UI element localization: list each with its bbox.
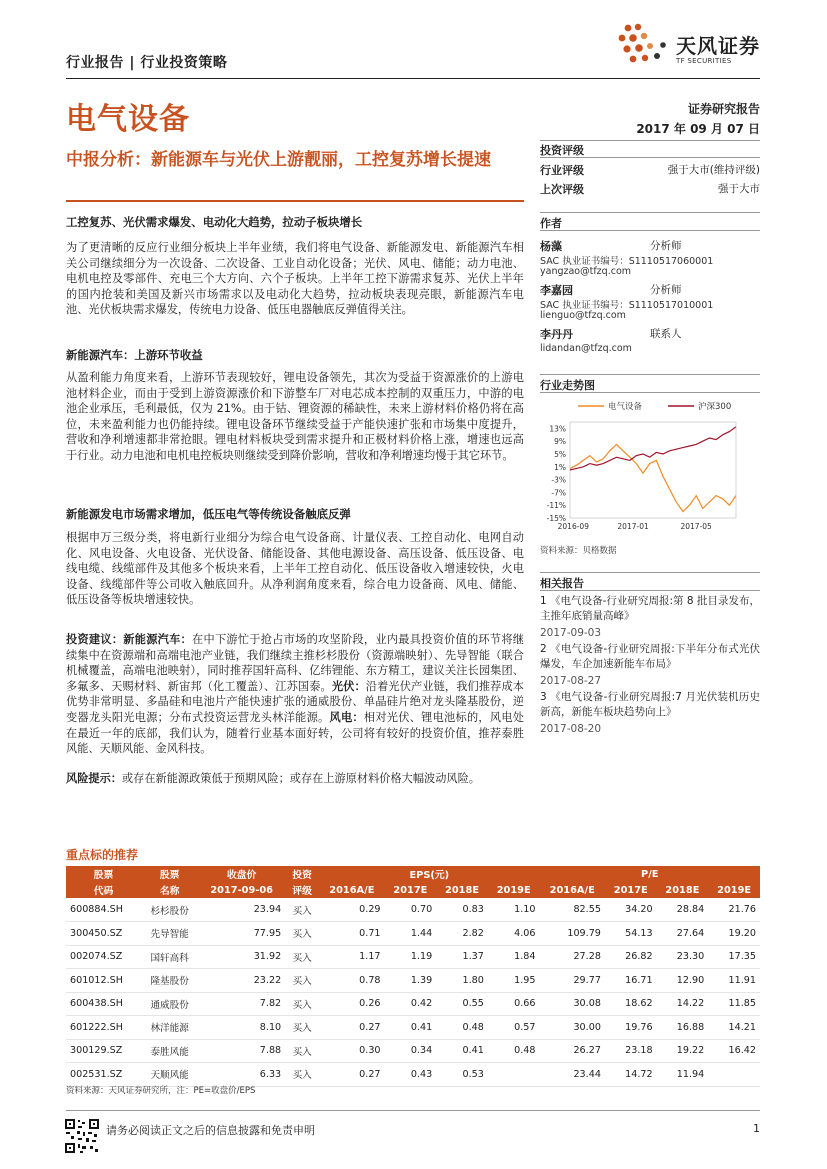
table-cell: 林洋能源 — [141, 1016, 198, 1040]
table-cell: 买入 — [285, 1016, 319, 1040]
report-title: 中报分析：新能源车与光伏上游靓丽，工控复苏增长提速 — [66, 150, 491, 170]
industry-rating-value: 强于大市(维持评级) — [667, 164, 760, 176]
table-cell: 0.43 — [385, 1063, 437, 1087]
col-head: 2018E — [657, 882, 709, 898]
y-tick-label: -15% — [546, 514, 566, 523]
table-cell — [488, 1063, 540, 1087]
table-cell: 0.27 — [319, 1016, 384, 1040]
table-cell: 1.80 — [436, 969, 488, 993]
table-cell: 国轩高科 — [141, 945, 198, 969]
table-cell: 买入 — [285, 1063, 319, 1087]
sidebar-rule — [540, 157, 760, 158]
table-cell: 1.10 — [488, 898, 540, 922]
table-cell: 600438.SH — [66, 992, 141, 1016]
logo-text-en: TF SECURITIES — [676, 57, 732, 65]
advice-lead: 投资建议：新能源汽车： — [66, 633, 193, 646]
table-row — [66, 992, 760, 1016]
table-cell: 7.82 — [198, 992, 285, 1016]
author-name: 杨藻 — [540, 240, 562, 253]
disclaimer-note: 请务必阅读正文之后的信息披露和免责申明 — [106, 1124, 315, 1137]
table-cell: 4.06 — [488, 922, 540, 946]
table-cell: 隆基股份 — [141, 969, 198, 993]
author-role: 联系人 — [650, 328, 682, 340]
table-cell: 先导智能 — [141, 922, 198, 946]
table-cell: 23.22 — [198, 969, 285, 993]
table-cell: 1.84 — [488, 945, 540, 969]
header-divider — [66, 78, 760, 79]
paragraph-3: 根据申万三级分类，将电新行业细分为综合电气设备商、计量仪表、工控自动化、电网自动化、风电设备、火电设备、光伏设备、储能设备、其他电源设备、高压设备、低压设备、电线电缆、线缆部件及其他多个板块来看，上半年工控自动化、低压设备收入增速较快，火电设备、线缆部件等公司收入触底回升。从净利润角度来看，综合电力设备商、风电、储能、低压设备等板块增速较快。 — [66, 531, 524, 607]
risk-lead: 风险提示： — [66, 772, 122, 785]
related-heading: 相关报告 — [540, 577, 584, 590]
table-cell: 11.94 — [657, 1063, 709, 1087]
related-report-link[interactable]: 2 《电气设备-行业研究周报:下半年分布式光伏爆发，车企加速新能车布局》 — [540, 643, 760, 670]
table-cell: 26.27 — [540, 1039, 605, 1063]
table-cell: 0.57 — [488, 1016, 540, 1040]
section-heading-1: 工控复苏、光伏需求爆发、电动化大趋势，拉动子板块增长 — [66, 215, 363, 229]
table-cell: 34.20 — [605, 898, 657, 922]
table-cell: 14.21 — [708, 1016, 760, 1040]
author-name: 李丹丹 — [540, 328, 573, 341]
table-row — [66, 1039, 760, 1063]
table-header-row — [66, 866, 760, 882]
table-cell: 0.30 — [319, 1039, 384, 1063]
table-cell: 14.72 — [605, 1063, 657, 1087]
table-cell: 7.88 — [198, 1039, 285, 1063]
author-name: 李嘉园 — [540, 284, 573, 297]
table-cell: 002074.SZ — [66, 945, 141, 969]
author-role: 分析师 — [650, 284, 682, 296]
investment-advice — [66, 632, 524, 757]
footer-divider — [66, 1110, 760, 1111]
table-cell: 17.35 — [708, 945, 760, 969]
table-cell: 27.28 — [540, 945, 605, 969]
table-cell: 0.41 — [385, 1016, 437, 1040]
table-cell: 21.76 — [708, 898, 760, 922]
table-header-row — [66, 882, 760, 898]
table-cell: 买入 — [285, 898, 319, 922]
sidebar-rule — [540, 230, 760, 231]
col-head: 2016A/E — [319, 882, 384, 898]
table-cell: 买入 — [285, 922, 319, 946]
table-cell: 1.44 — [385, 922, 437, 946]
table-row — [66, 1016, 760, 1040]
advice-pv-text: 沿着光伏产业链，我们推荐成本优势非常明显、多晶硅和电池片产能快速扩张的通威股份、单晶硅片绝对龙头隆基股份，逆变器龙头阳光电源；分布式投资运营龙头林洋能源。 — [66, 679, 524, 724]
col-head: 股票 — [66, 866, 141, 882]
table-cell: 0.34 — [385, 1039, 437, 1063]
table-cell: 18.62 — [605, 992, 657, 1016]
sidebar-rule — [540, 392, 760, 393]
report-type: 证券研究报告 — [687, 102, 760, 116]
legend-label: 沪深300 — [698, 402, 732, 412]
table-cell: 0.70 — [385, 898, 437, 922]
sidebar-rule — [540, 374, 760, 375]
table-cell: 300129.SZ — [66, 1039, 141, 1063]
table-cell: 109.79 — [540, 922, 605, 946]
table-cell: 29.77 — [540, 969, 605, 993]
table-cell: 12.90 — [657, 969, 709, 993]
advice-wind-lead: 风电： — [329, 710, 364, 724]
table-cell: 天顺风能 — [141, 1063, 198, 1087]
author-cert: SAC 执业证书编号：S1110517010001 — [540, 300, 714, 311]
recommendation-table — [66, 866, 760, 1087]
table-cell: 0.83 — [436, 898, 488, 922]
trend-heading: 行业走势图 — [540, 379, 595, 392]
tf-logo-icon — [614, 22, 674, 70]
col-head: 投资 — [285, 866, 319, 882]
table-cell: 16.42 — [708, 1039, 760, 1063]
table-cell: 601012.SH — [66, 969, 141, 993]
table-cell: 54.13 — [605, 922, 657, 946]
risk-text: 或存在新能源政策低于预期风险；或存在上游原材料价格大幅波动风险。 — [121, 772, 480, 785]
section-heading-2: 新能源汽车：上游环节收益 — [66, 348, 203, 362]
table-cell: 14.22 — [657, 992, 709, 1016]
chart-source: 资料来源：贝格数据 — [540, 546, 617, 556]
table-cell: 28.84 — [657, 898, 709, 922]
table-cell: 23.44 — [540, 1063, 605, 1087]
title-divider — [66, 200, 524, 202]
y-tick-label: 1% — [554, 462, 566, 472]
y-tick-label: 5% — [554, 450, 566, 459]
author-email[interactable]: lidandan@tfzq.com — [540, 343, 632, 354]
author-email[interactable]: yangzao@tfzq.com — [540, 266, 632, 277]
table-cell: 26.82 — [605, 945, 657, 969]
legend-label: 电气设备 — [608, 402, 643, 412]
x-tick-label: 2017-01 — [617, 522, 649, 531]
table-cell: 11.91 — [708, 969, 760, 993]
table-cell: 通威股份 — [141, 992, 198, 1016]
chart-frame — [570, 422, 736, 518]
table-cell: 0.29 — [319, 898, 384, 922]
related-report-date: 2017-08-20 — [540, 723, 602, 735]
col-head: 2019E — [488, 882, 540, 898]
col-head: 2017E — [385, 882, 437, 898]
table-cell: 1.95 — [488, 969, 540, 993]
sidebar-rule — [540, 572, 760, 573]
table-source: 资料来源：天风证券研究所，注：PE=收盘价/EPS — [66, 1086, 256, 1096]
table-cell: 19.22 — [657, 1039, 709, 1063]
table-cell: 6.33 — [198, 1063, 285, 1087]
table-cell: 买入 — [285, 969, 319, 993]
table-cell: 19.20 — [708, 922, 760, 946]
author-heading: 作者 — [540, 217, 562, 230]
table-cell: 19.76 — [605, 1016, 657, 1040]
table-cell: 0.48 — [436, 1016, 488, 1040]
author-email[interactable]: lienguo@tfzq.com — [540, 310, 626, 321]
table-cell: 30.08 — [540, 992, 605, 1016]
table-cell: 23.30 — [657, 945, 709, 969]
table-cell — [708, 1063, 760, 1087]
sidebar-rule-top — [540, 140, 760, 141]
series-line-1 — [570, 427, 736, 470]
report-date: 2017 年 09 月 07 日 — [636, 122, 760, 136]
table-cell: 0.78 — [319, 969, 384, 993]
table-cell: 0.26 — [319, 992, 384, 1016]
table-cell: 买入 — [285, 1039, 319, 1063]
industry-rating-label: 行业评级 — [540, 164, 584, 177]
col-head: 2016A/E — [540, 882, 605, 898]
section-heading-3: 新能源发电市场需求增加，低压电气等传统设备触底反弹 — [66, 507, 351, 521]
table-cell: 27.64 — [657, 922, 709, 946]
table-cell: 1.39 — [385, 969, 437, 993]
table-cell: 0.48 — [488, 1039, 540, 1063]
table-cell: 0.27 — [319, 1063, 384, 1087]
sidebar-rule — [540, 590, 760, 591]
y-tick-label: -11% — [546, 501, 566, 511]
table-cell: 1.19 — [385, 945, 437, 969]
table-cell: 杉杉股份 — [141, 898, 198, 922]
table-cell: 0.71 — [319, 922, 384, 946]
table-cell: 002531.SZ — [66, 1063, 141, 1087]
table-cell: 82.55 — [540, 898, 605, 922]
rating-heading: 投资评级 — [540, 144, 584, 157]
table-cell: 600884.SH — [66, 898, 141, 922]
col-head: 2018E — [436, 882, 488, 898]
table-row — [66, 1063, 760, 1087]
col-head-pe: P/E — [540, 866, 760, 882]
table-cell: 2.82 — [436, 922, 488, 946]
y-tick-label: -3% — [551, 475, 566, 485]
y-tick-label: 9% — [554, 437, 566, 447]
table-cell: 买入 — [285, 992, 319, 1016]
paragraph-1: 为了更清晰的反应行业细分板块上半年业绩，我们将电气设备、新能源发电、新能源汽车相关公司继续细分为一次设备、二次设备、工业自动化设备；光伏、风电、储能；动力电池、电机电控及零部件、充电三个大方向、六个子板块。上半年工控下游需求复苏、光伏上半年的国内抢装和美国及新兴市场需求以及电动化大趋势，拉动板块表现亮眼，新能源汽车电池、光伏板块需求爆发，传统电力设备、低压电器触底反弹值得关注。 — [66, 241, 524, 317]
table-cell: 0.41 — [436, 1039, 488, 1063]
col-head: 收盘价 — [198, 866, 285, 882]
advice-pv-lead: 光伏： — [331, 679, 366, 693]
table-cell: 0.53 — [436, 1063, 488, 1087]
table-cell: 0.55 — [436, 992, 488, 1016]
advice-wind-text: 相对光伏、锂电池标的，风电处在最近一年的底部，我们认为，随着行业基本面好转，公司将有较好的投资价值，推荐泰胜风能、天顺风能、金风科技。 — [66, 710, 524, 756]
table-cell: 8.10 — [198, 1016, 285, 1040]
table-title: 重点标的推荐 — [66, 848, 139, 862]
col-head-eps: EPS(元) — [319, 866, 539, 882]
report-category: 行业报告 | 行业投资策略 — [66, 55, 228, 71]
col-head: 2017-09-06 — [198, 882, 285, 898]
x-tick-label: 2016-09 — [557, 522, 589, 531]
author-cert: SAC 执业证书编号：S1110517060001 — [540, 256, 714, 267]
table-cell: 300450.SZ — [66, 922, 141, 946]
table-cell: 31.92 — [198, 945, 285, 969]
table-row — [66, 922, 760, 946]
col-head: 2017E — [605, 882, 657, 898]
table-row — [66, 969, 760, 993]
table-cell: 0.66 — [488, 992, 540, 1016]
prev-rating-value: 强于大市 — [718, 183, 760, 195]
table-cell: 泰胜风能 — [141, 1039, 198, 1063]
table-cell: 23.94 — [198, 898, 285, 922]
col-head: 评级 — [285, 882, 319, 898]
page-number: 1 — [753, 1122, 760, 1135]
qr-code-icon — [64, 1118, 100, 1154]
col-head: 2019E — [708, 882, 760, 898]
industry-title: 电气设备 — [66, 102, 190, 137]
table-cell: 77.95 — [198, 922, 285, 946]
prev-rating-label: 上次评级 — [540, 183, 584, 196]
table-cell: 16.88 — [657, 1016, 709, 1040]
logo-text-cn: 天风证券 — [676, 34, 760, 58]
author-role: 分析师 — [650, 240, 682, 252]
table-cell: 601222.SH — [66, 1016, 141, 1040]
paragraph-2: 从盈利能力角度来看，上游环节表现较好，锂电设备领先，其次为受益于资源涨价的上游电池材料企业，而由于受到上游资源涨价和下游整车厂对电芯成本控制的双重压力，中游的电池企业承压，毛利最低，仅为 21%。由于钴、锂资源的稀缺性，未来上游材料价格仍将在高位，未来盈利能力也仍能持续。锂电设备环节继续受益于产能快速扩张和市场集中度提升，营收和净利增速都非常抢眼。锂电材料板块受到需求提升和正极材料价格上涨，增速也远高于行业。动力电池和电机电控板块则继续受到降价影响，营收和净利增速均慢于其它环节。 — [66, 371, 524, 462]
sidebar-rule — [540, 212, 760, 213]
industry-trend-chart — [536, 396, 764, 532]
related-report-link[interactable]: 1 《电气设备-行业研究周报:第 8 批目录发布，主推年底销量高峰》 — [540, 595, 760, 622]
table-cell: 1.37 — [436, 945, 488, 969]
col-head: 股票 — [141, 866, 198, 882]
table-cell: 11.85 — [708, 992, 760, 1016]
table-cell: 1.17 — [319, 945, 384, 969]
col-head: 名称 — [141, 882, 198, 898]
col-head: 代码 — [66, 882, 141, 898]
table-cell: 买入 — [285, 945, 319, 969]
x-tick-label: 2017-05 — [680, 522, 712, 531]
related-report-date: 2017-08-27 — [540, 675, 602, 687]
table-cell: 16.71 — [605, 969, 657, 993]
related-report-date: 2017-09-03 — [540, 627, 602, 639]
related-report-link[interactable]: 3 《电气设备-行业研究周报:7 月光伏装机历史新高，新能车板块趋势向上》 — [540, 691, 760, 718]
y-tick-label: -7% — [551, 488, 566, 498]
table-cell: 23.18 — [605, 1039, 657, 1063]
advice-ev-text: 在中下游忙于抢占市场的攻坚阶段，业内最具投资价值的环节将继续集中在资源端和高端电池产业链，我们继续主推杉杉股份（资源端映射）、先导智能（联合机械覆盖，高端电池映射），同时推荐国轩高科、亿纬锂能、东方精工，建议关注长园集团、多氟多、天赐材料、新宙邦（化工覆盖）、江苏国泰。 — [66, 633, 524, 693]
risk-warning — [66, 771, 524, 787]
table-row — [66, 945, 760, 969]
table-cell: 0.42 — [385, 992, 437, 1016]
y-tick-label: 13% — [549, 424, 566, 434]
table-cell: 30.00 — [540, 1016, 605, 1040]
table-row — [66, 898, 760, 922]
